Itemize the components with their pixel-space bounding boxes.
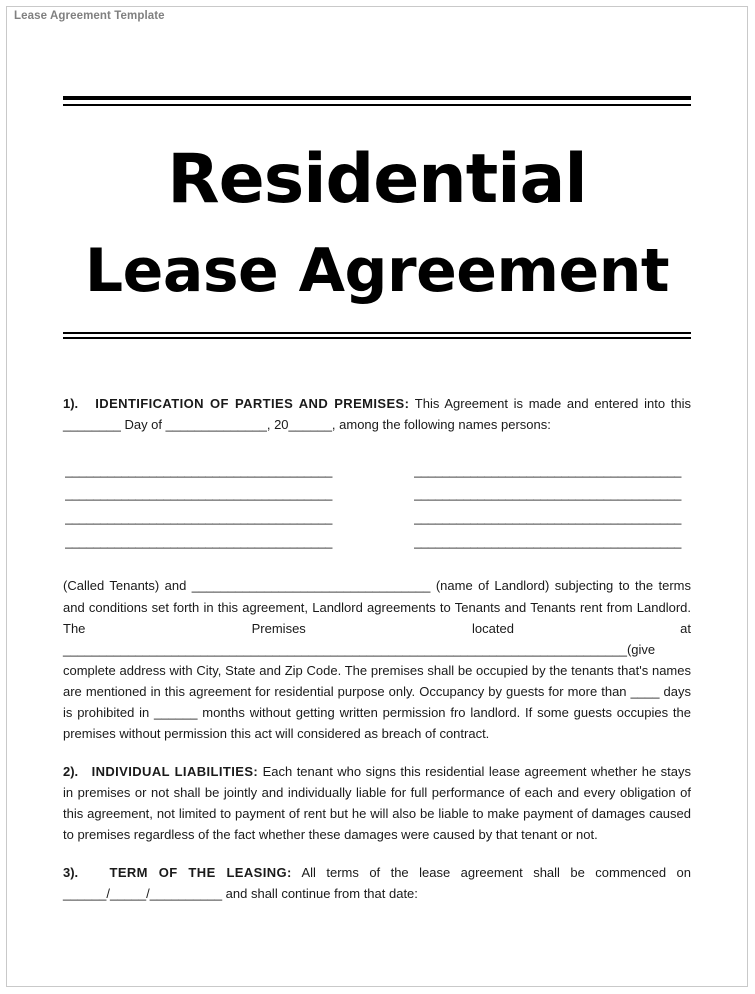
name-line: ______________________________________: [414, 462, 682, 478]
name-line: ______________________________________: [65, 486, 333, 502]
name-line: ______________________________________: [65, 510, 333, 526]
section-3-number: 3).: [63, 865, 79, 881]
rule-thin-bottom-2: [63, 337, 691, 339]
section-3: [63, 862, 691, 904]
name-line: ______________________________________: [65, 462, 333, 478]
tenant-name-lines-left: [65, 459, 342, 554]
name-line: ______________________________________: [414, 486, 682, 502]
tenant-name-lines: [63, 459, 691, 554]
tenant-name-lines-right: [414, 459, 691, 554]
page-title-line-1: Residential: [167, 140, 587, 219]
title-bottom-rules: [63, 332, 691, 339]
section-3-heading: TERM OF THE LEASING:: [109, 865, 292, 881]
section-2-heading: INDIVIDUAL LIABILITIES:: [91, 763, 259, 779]
document-header-label: Lease Agreement Template: [14, 10, 165, 22]
page-title-line-2: Lease Agreement: [84, 235, 670, 306]
document-body: [63, 88, 691, 904]
rule-thin-top: [63, 104, 691, 106]
page-title: [63, 132, 691, 314]
section-2: [63, 761, 691, 845]
name-line: ______________________________________: [414, 510, 682, 526]
name-line: ______________________________________: [414, 533, 682, 549]
name-line: ______________________________________: [65, 533, 333, 549]
section-2-body: Each tenant who signs this residential lease agreement whether he stays in premises or not shall be jointly and individually liable for full performance of each and every obligation of this agreement, not limited to payment of rent but he will also be liable to make payment of damages caused to premises regardless of the fact whether these damages were caused by that tenant or not.: [63, 763, 691, 842]
section-1-number: 1).: [63, 395, 79, 411]
section-1-heading: IDENTIFICATION OF PARTIES AND PREMISES:: [95, 395, 410, 411]
section-3-body: All terms of the lease agreement shall be commenced on ______/_____/__________ and shall continue from that date:: [63, 865, 691, 902]
section-2-number: 2).: [63, 763, 79, 779]
section-1-body: This Agreement is made and entered into this ________ Day of ______________, 20______, among the following names persons:: [63, 395, 691, 432]
section-1-continuation: (Called Tenants) and _________________________________ (name of Landlord) subjecting to the terms and conditions set forth in this agreement, Landlord agreements to Tenants and Tenants rent from Landlord. The Premises located at ______________________________________________________________________________(give complete address with City, State and Zip Code. The premises shall be occupied by the tenants that's names are mentioned in this agreement for residential purpose only. Occupancy by guests for more than ____ days is prohibited in ______ months without getting written permission fro landlord. If some guests occupies the premises without permission this act will considered as breach of contract.: [63, 578, 691, 741]
section-1: [63, 393, 691, 435]
title-top-rules: [63, 96, 691, 106]
